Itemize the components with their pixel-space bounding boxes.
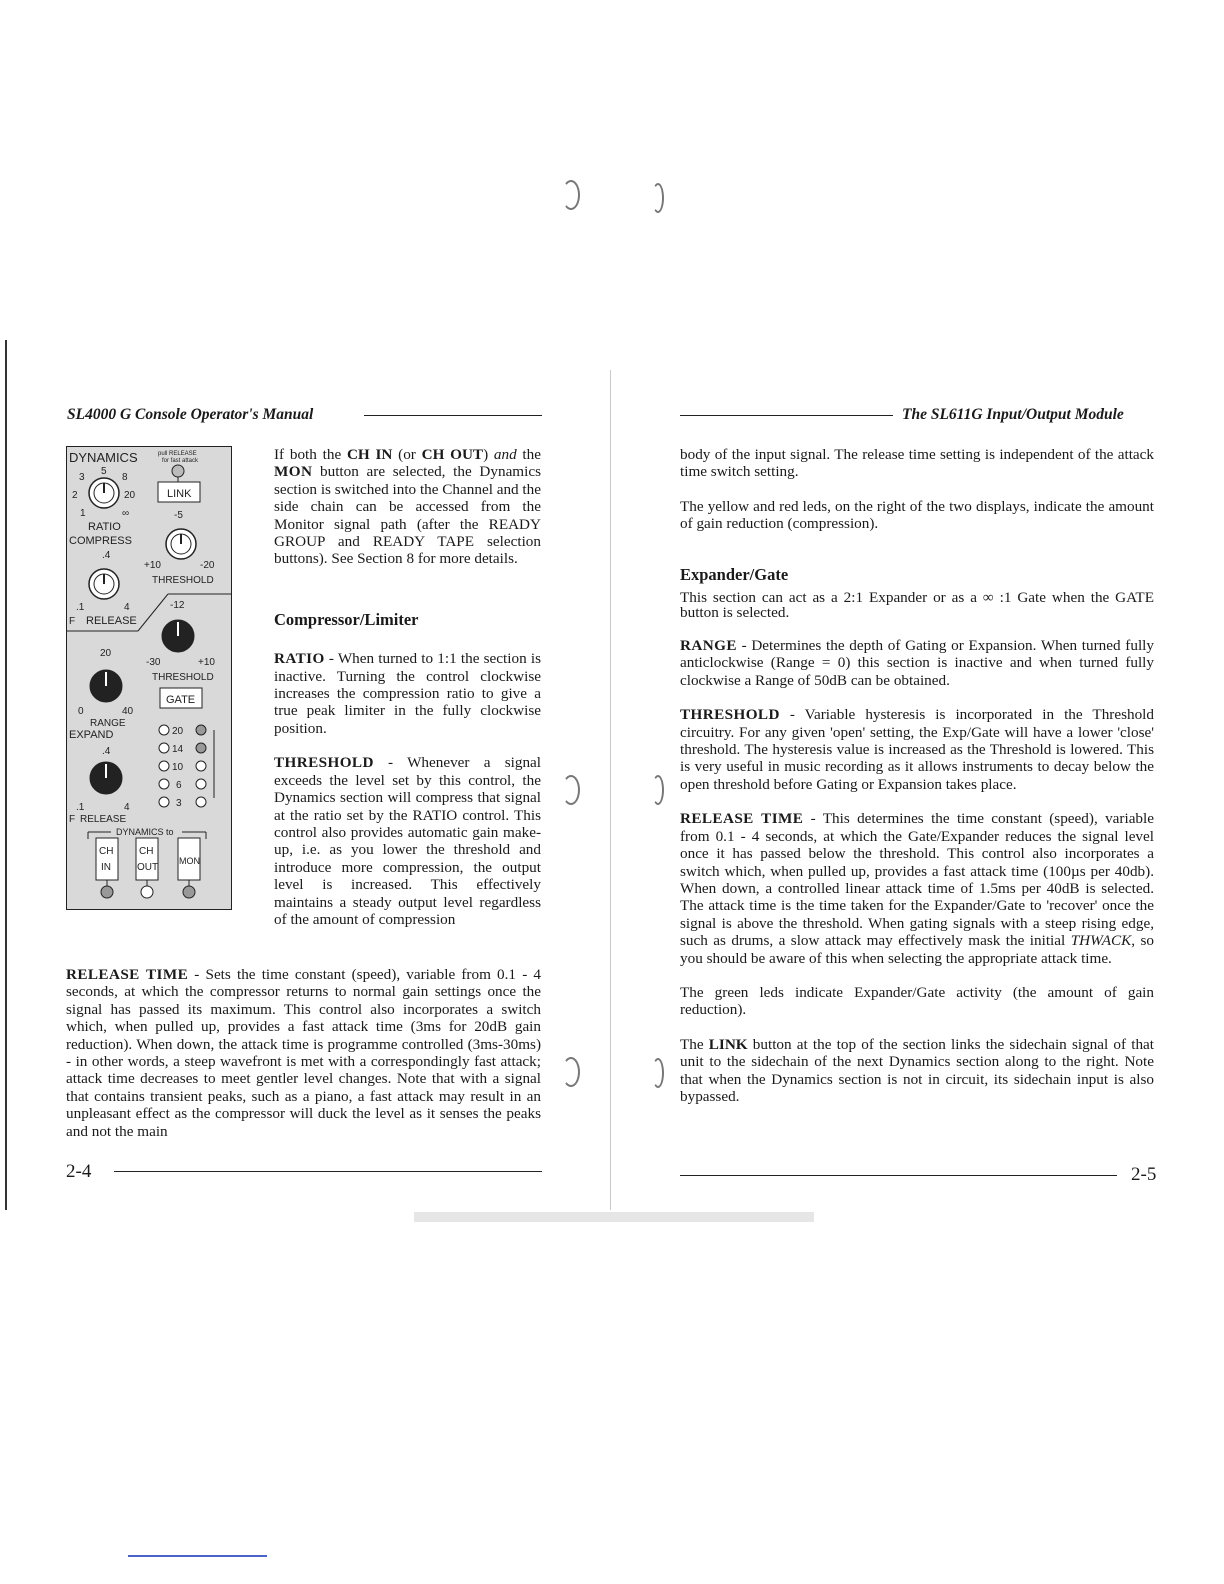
ratio-paragraph: RATIO - When turned to 1:1 the section is inactive. Turning the control clockwise increases the compression ratio to give a true peak limiter in the fully clockwise position. — [274, 650, 541, 737]
ch-out-button-label: CH — [139, 846, 154, 857]
exp-threshold-tick: -30 — [146, 657, 161, 668]
exp-threshold-tick: -12 — [170, 600, 185, 611]
ratio-tick: 5 — [101, 466, 107, 477]
link-button-label: LINK — [167, 488, 192, 500]
header-rule — [364, 415, 542, 416]
ratio-tick: 1 — [80, 508, 86, 519]
comp-f-label: F — [69, 616, 76, 627]
led-label: 14 — [172, 744, 184, 755]
range-label: RANGE — [90, 718, 126, 729]
page-gutter — [610, 370, 611, 1210]
scan-line — [128, 1555, 267, 1557]
left-page-header: SL4000 G Console Operator's Manual — [67, 406, 314, 423]
comp-threshold-tick: +10 — [144, 560, 161, 571]
expand-label: EXPAND — [69, 729, 114, 741]
scan-shadow — [414, 1212, 814, 1222]
link-paragraph: The LINK button at the top of the section links the sidechain signal of that unit to the sidechain of the next Dynamics section along to the right. Note that when the Dynamics section is not in circuit, its sidechain input is also bypassed. — [680, 1035, 1154, 1105]
exp-f-label: F — [69, 814, 76, 825]
left-text-column — [274, 446, 541, 928]
release-time-paragraph: RELEASE TIME - Sets the time constant (speed), variable from 0.1 - 4 seconds, at which the compressor returns to normal gain settings once the signal has passed its maximum. This control also incorporates a switch which, when pulled up, provides a fast attack time (3ms for 20dB gain reduction). When down, the attack time is programme controlled (3ms-30ms) - in other words, a steep wavefront is met with a correspondingly fast attack; attack time decreases to meet gentler level changes. Note that with a signal that contains transient peaks, such as a piano, a fast attack may result in an unpleasant effect as the compressor will duck the level as it senses the peaks and not the main — [66, 966, 542, 1140]
mon-button-label: MON — [179, 856, 200, 866]
header-rule — [680, 415, 893, 416]
gate-button-label: GATE — [166, 694, 196, 706]
led-label: 10 — [172, 762, 184, 773]
leds-paragraph: The yellow and red leds, on the right of the two displays, indicate the amount of gain reduction (compression). — [680, 497, 1154, 533]
binder-ring — [562, 180, 580, 210]
comp-release-tick: .1 — [76, 602, 85, 613]
binder-ring — [562, 775, 580, 805]
ratio-tick: 20 — [124, 490, 136, 501]
threshold-paragraph: THRESHOLD - Whenever a signal exceeds the level set by this control, the Dynamics section will compress that signal at the ratio set by the RATIO control. This control also provides automatic gain make-up, i.e. as you lower the threshold and introduce more compression, the output level is increased. This effectively maintains a steady output level regardless of the amount of compression — [274, 754, 541, 928]
panel-pull-release: pull RELEASE — [158, 451, 197, 457]
comp-release-tick: .4 — [102, 550, 111, 561]
binder-ring — [652, 183, 664, 213]
exp-release-tick: 4 — [124, 802, 130, 813]
exp-threshold-tick: +10 — [198, 657, 215, 668]
ch-in-button-label-2: IN — [101, 862, 111, 873]
binder-ring — [562, 1057, 580, 1087]
ratio-label: RATIO — [88, 521, 121, 533]
intro-paragraph: If both the CH IN (or CH OUT) and the MON button are selected, the Dynamics section is switched into the Channel and the side chain can be accessed from the Monitor signal path (after the READY GROUP and READY TAPE selection buttons). See Section 8 for more details. — [274, 446, 541, 568]
ratio-tick: ∞ — [122, 508, 130, 519]
exp-release-tick: .4 — [102, 746, 111, 757]
continuation-paragraph: body of the input signal. The release time setting is independent of the attack time switch setting. — [680, 446, 1154, 481]
ch-in-button-label: CH — [99, 846, 114, 857]
binder-ring — [652, 1058, 664, 1088]
left-page-number: 2-4 — [66, 1161, 92, 1182]
ratio-tick: 2 — [72, 490, 78, 501]
panel-fast-attack: for fast attack — [162, 458, 199, 464]
binder-ring — [652, 775, 664, 805]
dynamics-panel-illustration — [66, 446, 232, 910]
ratio-tick: 3 — [79, 472, 85, 483]
threshold-paragraph: THRESHOLD - Variable hysteresis is incorporated in the Threshold circuitry. For any given 'open' setting, the Exp/Gate will have a lower 'close' threshold. The hysteresis value is increased as the Threshold is lowered. This is very useful in music recording as it allows instruments to decay below the open threshold before Gating or Expansion takes place. — [680, 706, 1154, 793]
expander-gate-heading: Expander/Gate — [680, 564, 789, 584]
footer-rule — [680, 1175, 1117, 1176]
exp-release-tick: .1 — [76, 802, 85, 813]
page-edge-left — [5, 340, 7, 1210]
comp-release-tick: 4 — [124, 602, 130, 613]
led-label: 20 — [172, 726, 184, 737]
release-paragraph: RELEASE TIME - This determines the time constant (speed), variable from 0.1 - 4 seconds, at which the Gate/Expander reduces the signal level once it has passed below the threshold. This control also incorporates a switch which, when pulled up, provides a fast attack time (100µs per 40db). When down, a controlled linear attack time of 1.5ms per 40dB is selected. The attack time is the time taken for the Expander/Gate to 'recover' once the signal is above the threshold. When gating signals with a steep rising edge, such as drums, a slow attack may effectively mask the initial THWACK, so you should be aware of this when selecting the appropriate attack time. — [680, 810, 1154, 967]
compress-label: COMPRESS — [69, 535, 132, 547]
exp-release-label: RELEASE — [80, 814, 127, 825]
right-text-column — [680, 446, 1154, 1105]
exp-threshold-label: THRESHOLD — [152, 672, 214, 683]
dynamics-to-label: DYNAMICS to — [116, 827, 174, 837]
right-page-header: The SL611G Input/Output Module — [902, 406, 1124, 423]
comp-threshold-tick: -5 — [174, 510, 183, 521]
footer-rule — [114, 1171, 542, 1172]
range-paragraph: RANGE - Determines the depth of Gating or Expansion. When turned fully anticlockwise (Range = 0) this section is inactive and when turned fully clockwise a Range of 50dB can be obtained. — [680, 637, 1154, 689]
right-page-number: 2-5 — [1131, 1164, 1157, 1185]
comp-threshold-tick: -20 — [200, 560, 215, 571]
range-tick: 20 — [100, 648, 112, 659]
led-label: 3 — [176, 798, 182, 809]
comp-release-label: RELEASE — [86, 615, 137, 627]
ratio-tick: 8 — [122, 472, 128, 483]
panel-title: DYNAMICS — [69, 450, 138, 465]
led-label: 6 — [176, 780, 182, 791]
green-leds-paragraph: The green leds indicate Expander/Gate activity (the amount of gain reduction). — [680, 983, 1154, 1019]
ch-out-button-label-2: OUT — [137, 862, 159, 873]
section-heading: Compressor/Limiter — [274, 609, 419, 629]
range-tick: 40 — [122, 706, 134, 717]
expander-paragraph: This section can act as a 2:1 Expander or as a ∞ :1 Gate when the GATE button is selected. — [680, 589, 1154, 622]
range-tick: 0 — [78, 706, 84, 717]
comp-threshold-label: THRESHOLD — [152, 575, 214, 586]
